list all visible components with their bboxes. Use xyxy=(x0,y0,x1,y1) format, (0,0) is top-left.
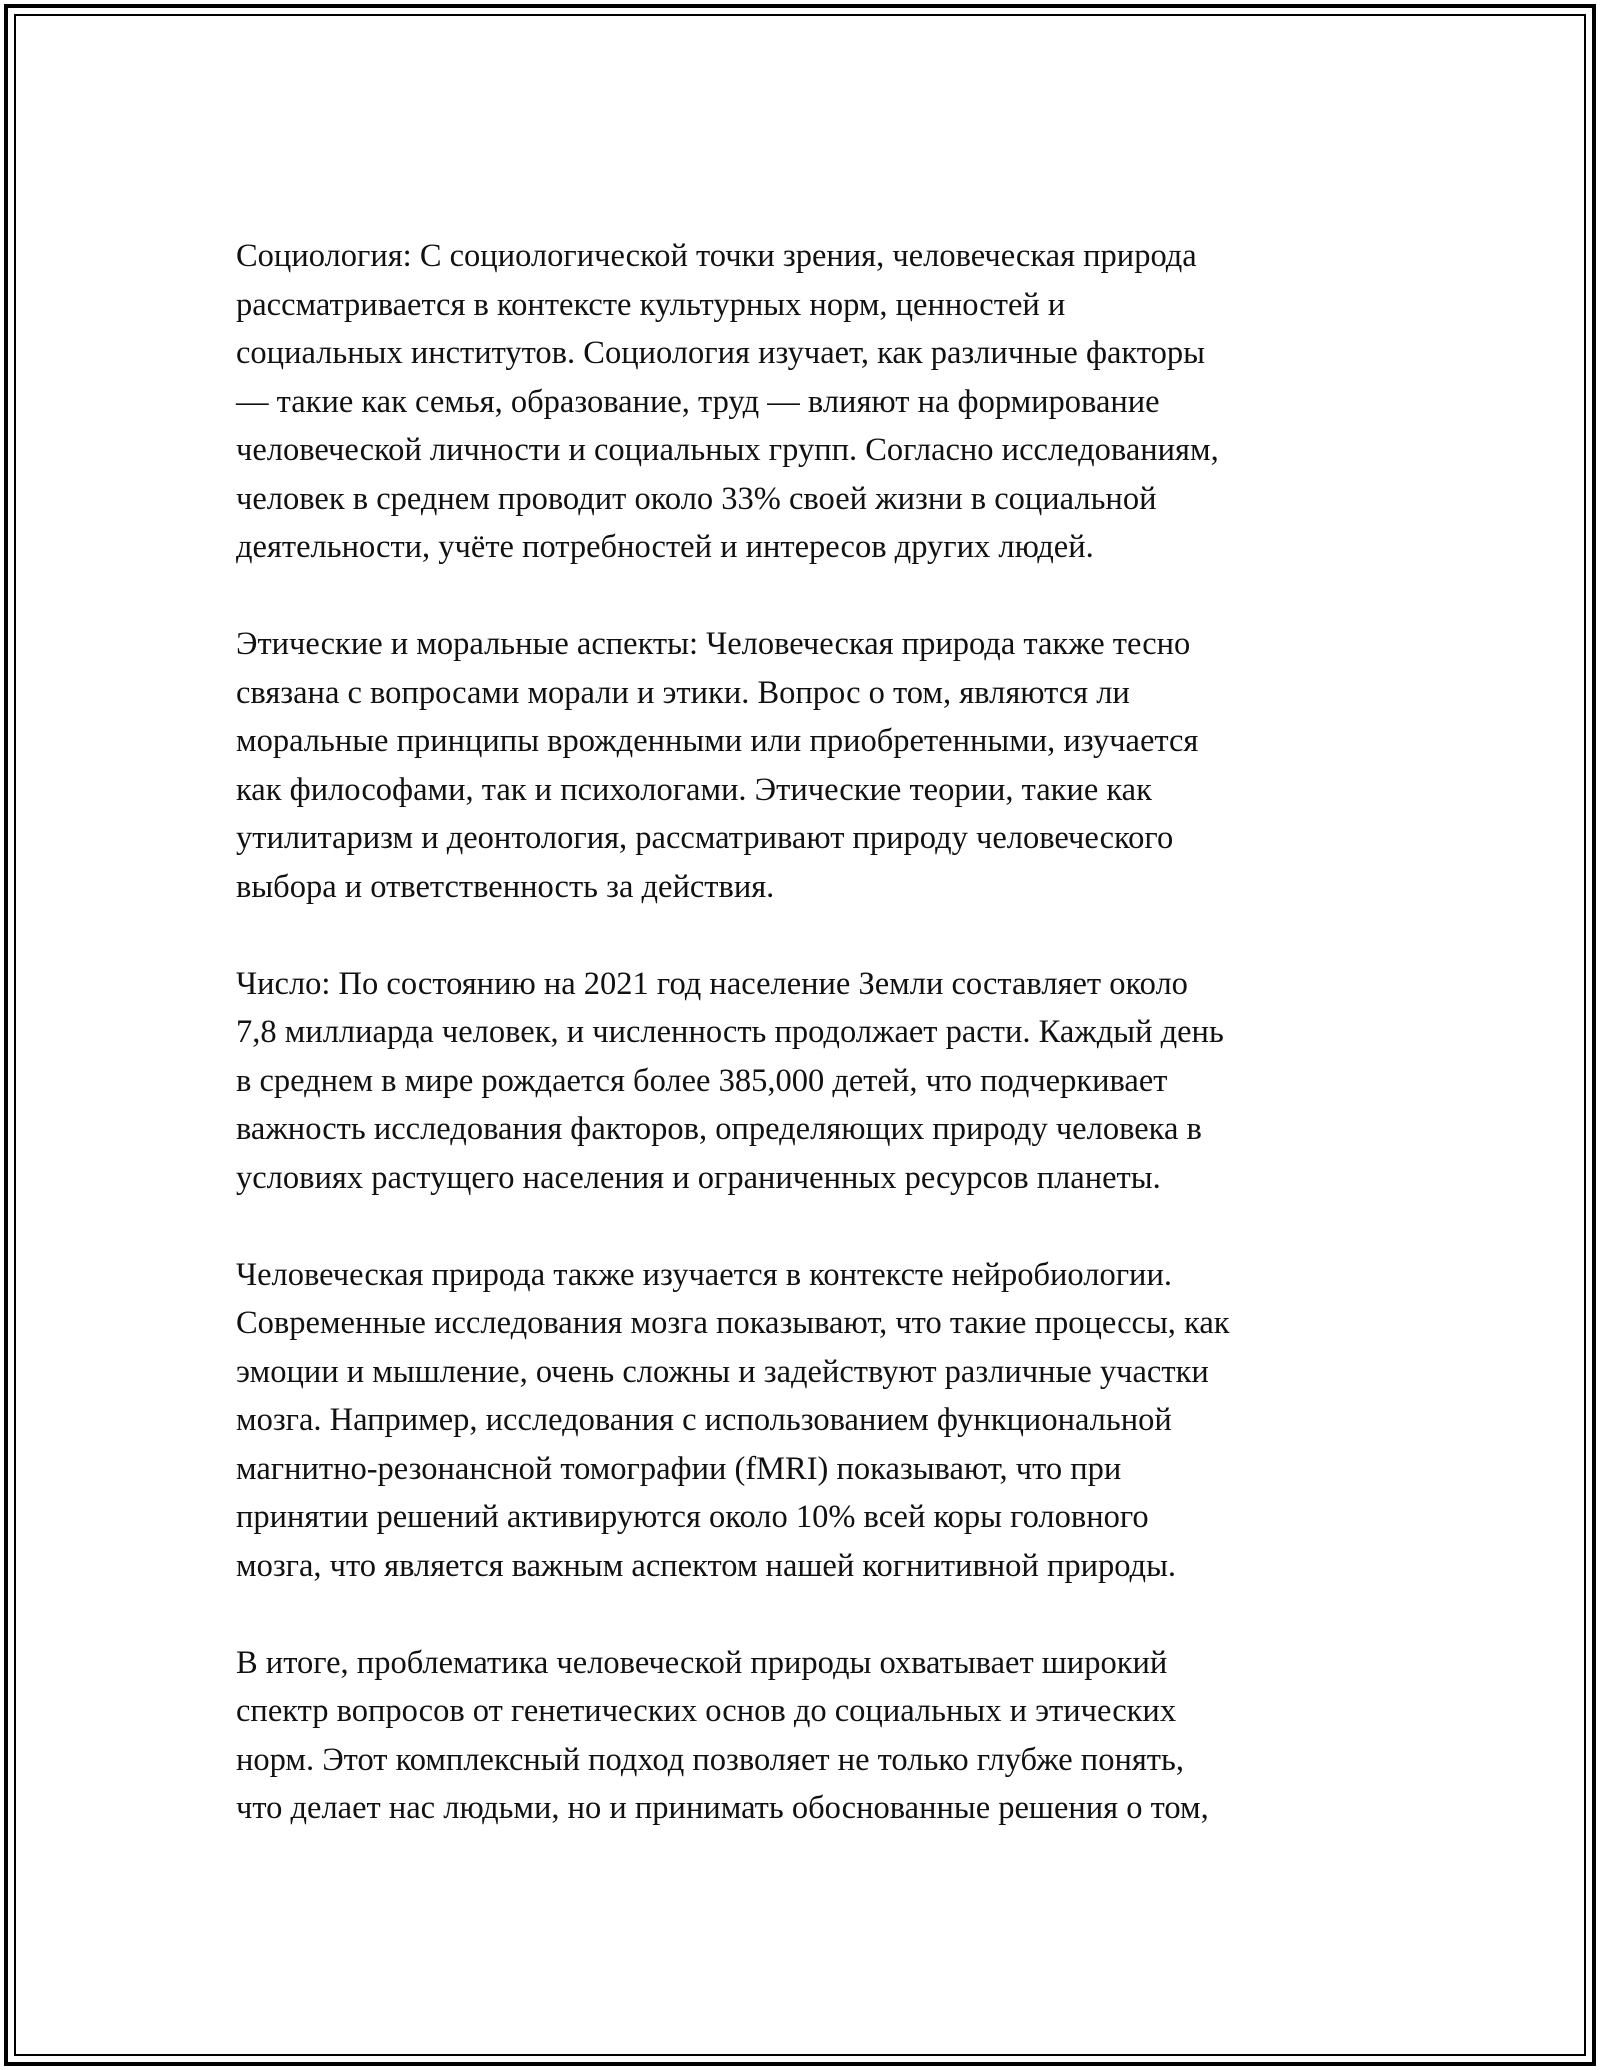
paragraph-sociology: Социология: С социологической точки зрения, человеческая природа рассматривается в контексте культурных норм, ценностей и социальных институтов. Социология изучает, как различные факторы — такие как семья, образование, труд — влияют на формирование человеческой личности и социальных групп. Согласно исследованиям, человек в среднем проводит около 33% своей жизни в социальной деятельности, учёте потребностей и интересов других людей. xyxy=(236,238,1219,565)
paragraph-population: Число: По состоянию на 2021 год население Земли составляет около 7,8 миллиарда человек, и численность продолжает расти. Каждый день в среднем в мире рождается более 385,000 детей, что подчеркивает важность исследования факторов, определяющих природу человека в условиях растущего населения и ограниченных ресурсов планеты. xyxy=(236,965,1224,1196)
paragraph-neurobiology: Человеческая природа также изучается в контексте нейробиологии. Современные исследования мозга показывают, что такие процессы, как эмоции и мышление, очень сложны и задействуют различные участки мозга. Например, исследования с использованием функциональной магнитно-резонансной томографии (fMRI) показывают, что при принятии решений активируются около 10% всей коры головного мозга, что является важным аспектом нашей когнитивной природы. xyxy=(236,1256,1230,1584)
paragraph-conclusion: В итоге, проблематика человеческой природы охватывает широкий спектр вопросов от генетических основ до социальных и этических норм. Этот комплексный подход позволяет не только глубже понять, что делает нас людьми, но и принимать обоснованные решения о том, xyxy=(236,1644,1209,1826)
paragraph-ethics: Этические и моральные аспекты: Человеческая природа также тесно связана с вопросами морали и этики. Вопрос о том, являются ли моральные принципы врожденными или приобретенными, изучается как философами, так и психологами. Этические теории, такие как утилитаризм и деонтология, рассматривают природу человеческого выбора и ответственность за действия. xyxy=(236,626,1199,905)
document-body xyxy=(236,232,1366,1833)
